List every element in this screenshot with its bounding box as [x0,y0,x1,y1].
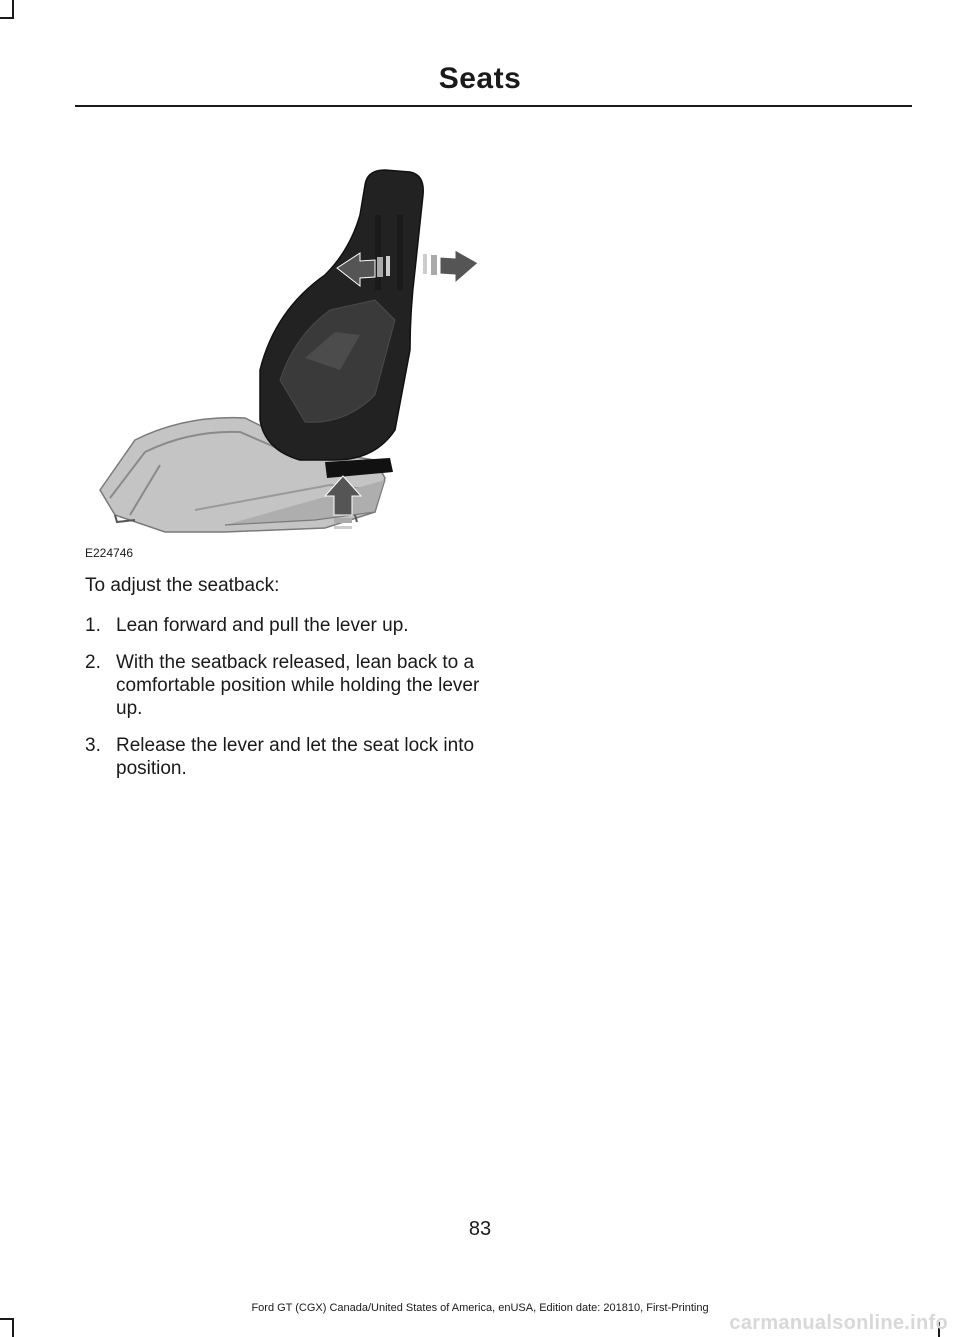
step-number: 2. [85,652,101,673]
step-number: 1. [85,615,101,636]
step-item [85,651,480,720]
seat-illustration [75,160,495,560]
header-rule [75,105,912,107]
headrest-post-right [397,215,403,290]
footer-edition: Ford GT (CGX) Canada/United States of America, enUSA, Edition date: 201810, First-Printing [251,1302,709,1314]
steps-list [85,614,480,794]
step-text: Release the lever and let the seat lock into position. [116,735,475,779]
step-text: With the seatback released, lean back to a comfortable position while holding the lever up. [116,652,480,719]
crop-mark-bottom-left-h [0,1318,14,1320]
seatback-adjust-figure [75,160,495,570]
crop-mark-top-left-v [12,0,14,18]
page-title: Seats [438,62,522,95]
crop-mark-top-left-h [0,17,14,19]
headrest-post-left [375,215,381,290]
watermark: carmanualsonline.info [729,1312,948,1334]
step-item [85,734,480,780]
step-item [85,614,480,637]
intro-text: To adjust the seatback: [85,575,280,596]
step-number: 3. [85,735,101,756]
page-number: 83 [468,1218,492,1240]
step-text: Lean forward and pull the lever up. [116,615,409,636]
figure-code: E224746 [85,546,134,560]
crop-mark-bottom-left-v [12,1319,14,1337]
